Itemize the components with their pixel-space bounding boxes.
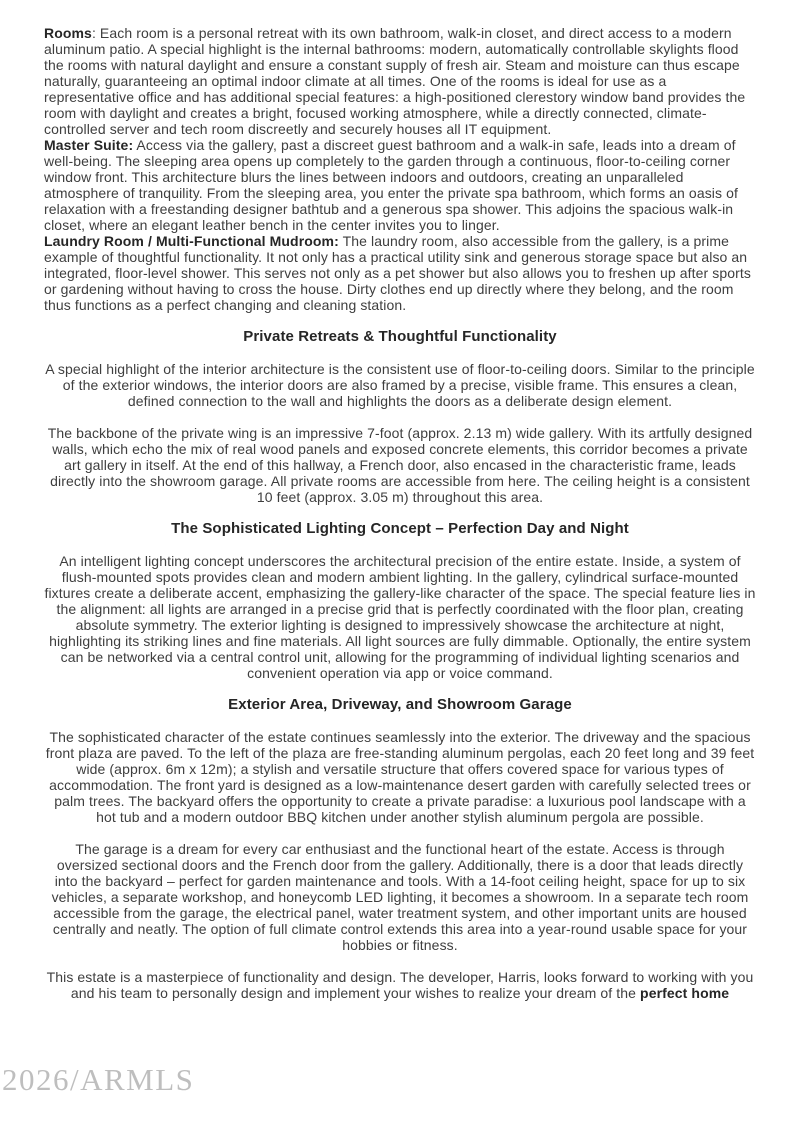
paragraph-rooms-body: : Each room is a personal retreat with its own bathroom, walk-in closet, and direct access to a modern aluminum patio. A special highlight is the internal bathrooms: modern, automatically controllable skylights flood the rooms with natural daylight and ensure a constant supply of fresh air. Steam and moisture can thus escape naturally, guaranteeing an optimal indoor climate at all times. One of the rooms is ideal for use as a representative office and has additional special features: a high-positioned clerestory window band provides the room with daylight and creates a bright, focused working atmosphere, while a directly connected, climate-controlled server and tech room discreetly and securely houses all IT equipment.	[44, 25, 746, 137]
paragraph-lighting-concept: An intelligent lighting concept underscores the architectural precision of the entire estate. Inside, a system of flush-mounted spots provides clean and modern ambient lighting. In the gallery, cylindrical surface-mounted fixtures create a deliberate accent, emphasizing the gallery-like character of the space. The special feature lies in the alignment: all lights are arranged in a precise grid that is perfectly coordinated with the floor plan, creating absolute symmetry. The exterior lighting is designed to impressively showcase the architecture at night, highlighting its striking lines and fine materials. All light sources are fully dimmable. Optionally, the entire system can be networked via a central control unit, allowing for the programming of individual lighting scenarios and convenient operation via app or voice command.	[44, 553, 756, 681]
paragraph-floor-to-ceiling-doors: A special highlight of the interior architecture is the consistent use of floor-to-ceiling doors. Similar to the principle of the exterior windows, the interior doors are also framed by a precise, visible frame. This ensures a clean, defined connection to the wall and highlights the doors as a deliberate design element.	[45, 361, 755, 409]
section-lighting-concept	[44, 521, 756, 681]
section-heading-exterior-garage: Exterior Area, Driveway, and Showroom Garage	[228, 696, 572, 713]
paragraph-garage: The garage is a dream for every car enthusiast and the functional heart of the estate. Access is through oversized sectional doors and the French door from the gallery. Additionally, there is a door that leads directly into the backyard – perfect for garden maintenance and tools. With a 14-foot ceiling height, space for up to six vehicles, a separate workshop, and honeycomb LED lighting, it becomes a showroom. In a separate tech room accessible from the garage, the electrical panel, water treatment system, and other important units are housed centrally and neatly. The option of full climate control extends this area into a year-round usable space for your hobbies or fitness.	[51, 841, 749, 953]
section-exterior-garage	[44, 697, 756, 953]
closing-bold-text: perfect home	[640, 985, 730, 1001]
paragraph-master-suite-lead: Master Suite:	[44, 137, 134, 153]
paragraph-rooms	[44, 25, 756, 137]
paragraph-laundry-room-lead: Laundry Room / Multi-Functional Mudroom:	[44, 233, 339, 249]
paragraph-master-suite	[44, 137, 756, 233]
section-private-retreats	[44, 329, 756, 505]
section-heading-lighting-concept: The Sophisticated Lighting Concept – Perfection Day and Night	[171, 520, 629, 537]
paragraph-laundry-room	[44, 233, 756, 313]
armls-watermark: 2026/ARMLS	[2, 1062, 195, 1097]
closing-paragraph	[44, 969, 756, 1001]
paragraph-gallery-backbone: The backbone of the private wing is an impressive 7-foot (approx. 2.13 m) wide gallery. With its artfully designed walls, which echo the mix of real wood panels and exposed concrete elements, this corridor becomes a private art gallery in itself. At the end of this hallway, a French door, also encased in the characteristic frame, leads directly into the showroom garage. All private rooms are accessible from here. The ceiling height is a consistent 10 feet (approx. 3.05 m) throughout this area.	[47, 425, 753, 505]
paragraph-master-suite-body: Access via the gallery, past a discreet guest bathroom and a walk-in safe, leads into a dream of well-being. The sleeping area opens up completely to the garden through a continuous, floor-to-ceiling corner window front. This architecture blurs the lines between indoors and outdoors, creating an unparalleled atmosphere of tranquility. From the sleeping area, you enter the private spa bathroom, which forms an oasis of relaxation with a freestanding designer bathtub and a generous spa shower. This adjoins the spacious walk-in closet, where an elegant leather bench in the center invites you to linger.	[44, 137, 738, 233]
section-heading-private-retreats: Private Retreats & Thoughtful Functionality	[243, 328, 557, 345]
paragraph-laundry-room-body: The laundry room, also accessible from the gallery, is a prime example of thoughtful functionality. It not only has a practical utility sink and generous storage space but also an integrated, floor-level shower. This serves not only as a pet shower but also allows you to freshen up after sports or gardening without having to cross the house. Dirty clothes end up directly where they belong, and the room thus functions as a perfect changing and cleaning station.	[44, 233, 751, 313]
closing-text: This estate is a masterpiece of functionality and design. The developer, Harris, looks forward to working with you and his team to personally design and implement your wishes to realize your dream of the	[46, 969, 754, 1001]
paragraph-exterior-area: The sophisticated character of the estate continues seamlessly into the exterior. The driveway and the spacious front plaza are paved. To the left of the plaza are free-standing aluminum pergolas, each 20 feet long and 39 feet wide (approx. 6m x 12m); a stylish and versatile structure that offers covered space for various types of accommodation. The front yard is designed as a low-maintenance desert garden with carefully selected trees or palm trees. The backyard offers the opportunity to create a private paradise: a luxurious pool landscape with a hot tub and a modern outdoor BBQ kitchen under another stylish aluminum pergola are possible.	[45, 729, 755, 825]
paragraph-rooms-lead: Rooms	[44, 25, 92, 41]
